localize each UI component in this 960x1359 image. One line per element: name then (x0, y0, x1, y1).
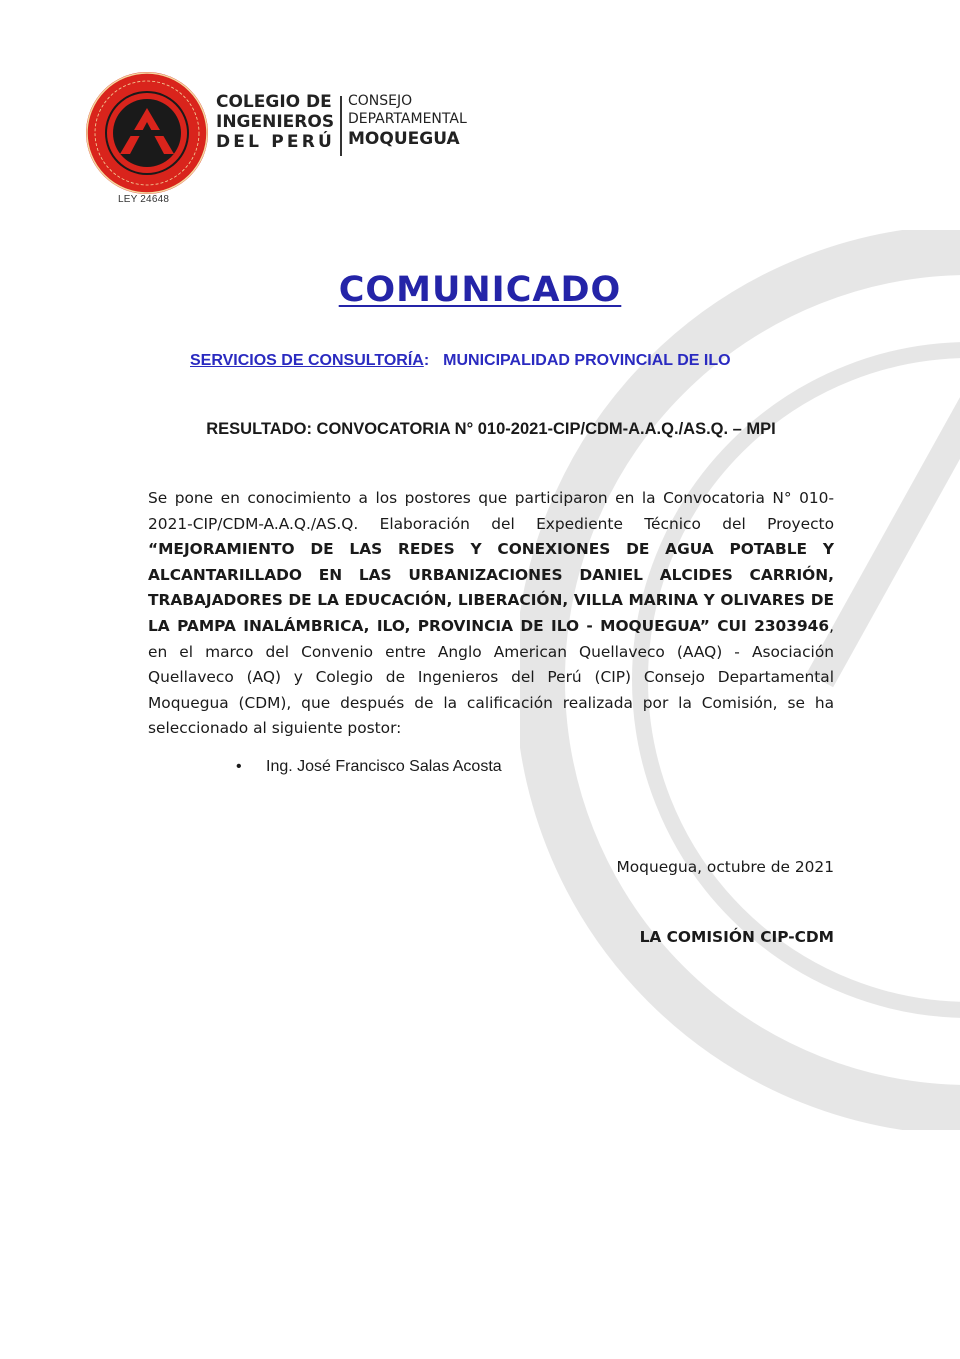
document-title (0, 270, 960, 310)
subtitle (190, 352, 731, 370)
body-rest: , en el marco del Convenio entre Anglo American Quellaveco (AAQ) - Asociación Quellaveco (AQ) y Colegio de Ingenieros del Perú (CIP) Consejo Departamental Moquegua (CDM), que después de la calificación realizada por la Comisión, se ha seleccionado al siguiente postor: (148, 616, 834, 738)
dept-name-line: DEPARTAMENTAL (348, 111, 467, 127)
dept-name-line: MOQUEGUA (348, 129, 460, 149)
document-title-text: COMUNICADO (338, 270, 622, 310)
dept-name-line: CONSEJO (348, 93, 413, 109)
header-logo-block (84, 70, 484, 210)
org-name-line: INGENIEROS (216, 112, 335, 132)
document-date: Moquegua, octubre de 2021 (616, 858, 834, 876)
selected-postor-item (236, 758, 502, 776)
org-name-line: COLEGIO DE (216, 92, 332, 112)
body-intro: Se pone en conocimiento a los postores que participaron en la Convocatoria N° 010-2021-CIP/CDM-A.A.Q./AS.Q. Elaboración del Expediente Técnico del Proyecto (148, 489, 834, 533)
subtitle-entity: MUNICIPALIDAD PROVINCIAL DE ILO (443, 352, 731, 369)
ley-number: LEY 24648 (118, 194, 170, 205)
bullet-icon: • (236, 758, 242, 775)
body-paragraph (148, 486, 834, 742)
result-heading: RESULTADO: CONVOCATORIA N° 010-2021-CIP/CDM-A.A.Q./AS.Q. – MPI (206, 420, 776, 438)
document-signature: LA COMISIÓN CIP-CDM (639, 928, 834, 946)
subtitle-label: SERVICIOS DE CONSULTORÍA (190, 352, 424, 369)
cip-seal-icon (84, 70, 210, 196)
org-name (216, 92, 335, 152)
body-project-title: “MEJORAMIENTO DE LAS REDES Y CONEXIONES DE AGUA POTABLE Y ALCANTARILLADO EN LAS URBANIZACIONES DANIEL ALCIDES CARRIÓN, TRABAJADORES DE LA EDUCACIÓN, LIBERACIÓN, VILLA MARINA Y OLIVARES DE LA PAMPA INALÁMBRICA, ILO, PROVINCIA DE ILO - MOQUEGUA” CUI 2303946 (148, 540, 834, 635)
selected-postor-name: Ing. José Francisco Salas Acosta (266, 758, 502, 775)
org-name-line: DEL PERÚ (216, 132, 336, 152)
header-divider (340, 96, 342, 156)
subtitle-colon: : (423, 352, 430, 369)
dept-name (348, 92, 467, 150)
